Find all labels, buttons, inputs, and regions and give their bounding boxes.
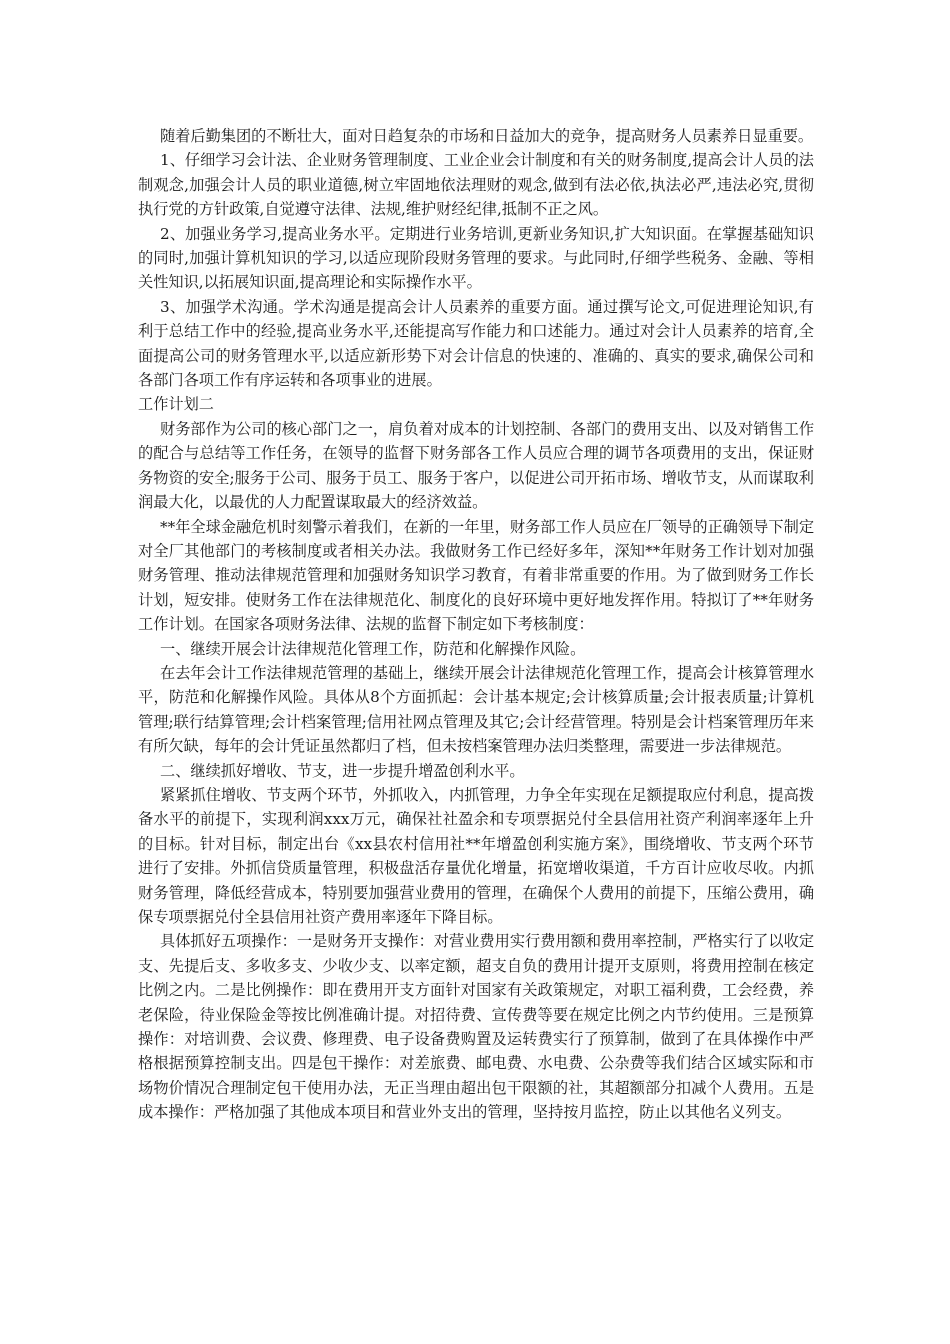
paragraph-intro: 随着后勤集团的不断壮大，面对日趋复杂的市场和日益加大的竞争，提高财务人员素养日显重要。 xyxy=(160,127,814,145)
section-title-plan-two: 工作计划二 xyxy=(138,395,214,414)
paragraph-item-2: 2、加强业务学习,提高业务水平。定期进行业务培训,更新业务知识,扩大知识面。在掌握基础知识的同时,加强计算机知识的学习,以适应现阶段财务管理的要求。与此同时,仔细学些税务、金融、等相关性知识,以拓展知识面,提高理论和实际操作水平。 xyxy=(138,224,814,292)
paragraph-item-1: 1、仔细学习会计法、企业财务管理制度、工业企业会计制度和有关的财务制度,提高会计人员的法制观念,加强会计人员的职业道德,树立牢固地依法理财的观念,做到有法必依,执法必严,违法必究,贯彻执行党的方针政策,自觉遵守法律、法规,维护财经纪律,抵制不正之风。 xyxy=(138,151,814,219)
subheading-one: 一、继续开展会计法律规范化管理工作，防范和化解操作风险。 xyxy=(160,639,586,658)
subheading-two: 二、继续抓好增收、节支，进一步提升增盈创利水平。 xyxy=(160,761,525,780)
paragraph-financial-crisis: **年全球金融危机时刻警示着我们，在新的一年里，财务部工作人员应在厂领导的正确领导下制定对全厂其他部门的考核制度或者相关办法。我做财务工作已经好多年，深知**年财务工作计划对加强财务管理、推动法律规范管理和加强财务知识学习教育，有着非常重要的作用。为了做到财务工作长计划，短安排。使财务工作在法律规范化、制度化的良好环境中更好地发挥作用。特拟订了**年财务工作计划。在国家各项财务法律、法规的监督下制定如下考核制度： xyxy=(138,517,814,634)
paragraph-increase-income: 紧紧抓住增收、节支两个环节，外抓收入，内抓管理，力争全年实现在足额提取应付利息，提高拨备水平的前提下，实现利润xxx万元，确保社社盈余和专项票据兑付全县信用社资产利润率逐年上升的目标。针对目标，制定出台《xx县农村信用社**年增盈创利实施方案》，围绕增收、节支两个环节进行了安排。外抓信贷质量管理，积极盘活存量优化增量，拓宽增收渠道，千方百计应收尽收。内抓财务管理，降低经营成本，特别要加强营业费用的管理，在确保个人费用的前提下，压缩公费用，确保专项票据兑付全县信用社资产费用率逐年下降目标。 xyxy=(138,785,814,926)
paragraph-finance-dept-role: 财务部作为公司的核心部门之一，肩负着对成本的计划控制、各部门的费用支出、以及对销售工作的配合与总结等工作任务，在领导的监督下财务部各工作人员应合理的调节各项费用的支出，保证财务物资的安全;服务于公司、服务于员工、服务于客户，以促进公司开拓市场、增收节支，从而谋取利润最大化，以最优的人力配置谋取最大的经济效益。 xyxy=(138,419,814,512)
document-body xyxy=(138,124,814,1125)
paragraph-accounting-regulation: 在去年会计工作法律规范管理的基础上，继续开展会计法律规范化管理工作，提高会计核算管理水平，防范和化解操作风险。具体从8个方面抓起：会计基本规定;会计核算质量;会计报表质量;计算机管理;联行结算管理;会计档案管理;信用社网点管理及其它;会计经营管理。特别是会计档案管理历年来有所欠缺，每年的会计凭证虽然都归了档，但未按档案管理办法归类整理，需要进一步法律规范。 xyxy=(138,663,814,756)
paragraph-item-3: 3、加强学术沟通。学术沟通是提高会计人员素养的重要方面。通过撰写论文,可促进理论知识,有利于总结工作中的经验,提高业务水平,还能提高写作能力和口述能力。通过对会计人员素养的培育,全面提高公司的财务管理水平,以适应新形势下对会计信息的快速的、准确的、真实的要求,确保公司和各部门各项工作有序运转和各项事业的进展。 xyxy=(138,297,814,390)
paragraph-five-operations: 具体抓好五项操作：一是财务开支操作：对营业费用实行费用额和费用率控制，严格实行了以收定支、先提后支、多收多支、少收少支、以率定额，超支自负的费用计提开支原则，将费用控制在核定比例之内。二是比例操作：即在费用开支方面针对国家有关政策规定，对职工福利费，工会经费，养老保险，待业保险金等按比例准确计提。对招待费、宣传费等要在规定比例之内节约使用。三是预算操作：对培训费、会议费、修理费、电子设备费购置及运转费实行了预算制，做到了在具体操作中严格根据预算控制支出。四是包干操作：对差旅费、邮电费、水电费、公杂费等我们结合区域实际和市场物价情况合理制定包干使用办法，无正当理由超出包干限额的社，其超额部分扣减个人费用。五是成本操作：严格加强了其他成本项目和营业外支出的管理，坚持按月监控，防止以其他名义列支。 xyxy=(138,932,814,1122)
